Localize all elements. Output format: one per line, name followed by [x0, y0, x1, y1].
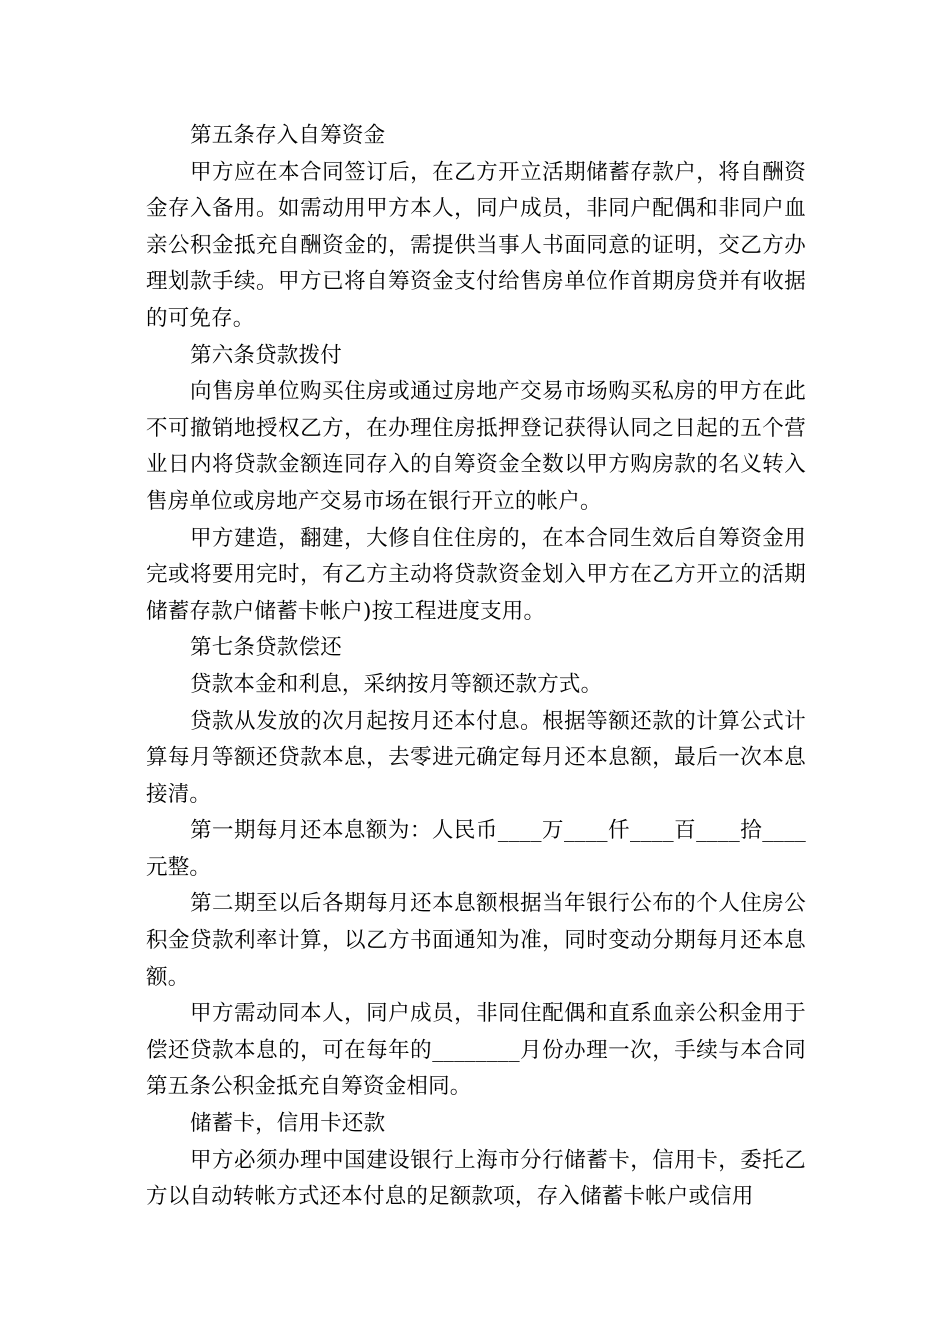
- article-6-paragraph-1: 向售房单位购买住房或通过房地产交易市场购买私房的甲方在此不可撤销地授权乙方，在办理住房抵押登记获得认同之日起的五个营业日内将贷款金额连同存入的自筹资金全数以甲方购房款的名义转入售房单位或房地产交易市场在银行开立的帐户。: [146, 379, 806, 514]
- article-7-heading: 第七条贷款偿还: [190, 635, 342, 661]
- article-6-paragraph-2: 甲方建造，翻建，大修自住住房的，在本合同生效后自筹资金用完或将要用完时，有乙方主动将贷款资金划入甲方在乙方开立的活期储蓄存款户储蓄卡帐户)按工程进度支用。: [146, 525, 806, 624]
- article-5-paragraph: 甲方应在本合同签订后，在乙方开立活期储蓄存款户，将自酬资金存入备用。如需动用甲方本人，同户成员，非同户配偶和非同户血亲公积金抵充自酬资金的，需提供当事人书面同意的证明，交乙方办理划款手续。甲方已将自筹资金支付给售房单位作首期房贷并有收据的可免存。: [146, 159, 806, 331]
- document-body: [146, 118, 806, 1216]
- article-7-later-installments: 第二期至以后各期每月还本息额根据当年银行公布的个人住房公积金贷款利率计算，以乙方书面通知为准，同时变动分期每月还本息额。: [146, 891, 806, 990]
- article-7-paragraph-2: 贷款从发放的次月起按月还本付息。根据等额还款的计算公式计算每月等额还贷款本息，去零进元确定每月还本息额，最后一次本息接清。: [146, 708, 806, 807]
- article-5-heading: 第五条存入自筹资金: [190, 123, 386, 148]
- card-repayment-paragraph: 甲方必须办理中国建设银行上海市分行储蓄卡，信用卡，委托乙方以自动转帐方式还本付息的足额款项，存入储蓄卡帐户或信用: [146, 1147, 806, 1210]
- card-repayment-heading: 储蓄卡，信用卡还款: [190, 1111, 386, 1137]
- article-7-provident-fund: 甲方需动同本人，同户成员，非同住配偶和直系血亲公积金用于偿还贷款本息的，可在每年的________月份办理一次，手续与本合同第五条公积金抵充自筹资金相同。: [146, 1001, 806, 1100]
- article-6-heading: 第六条贷款拨付: [190, 342, 342, 368]
- article-7-first-installment: 第一期每月还本息额为：人民币____万____仟____百____拾____元整。: [146, 818, 806, 880]
- article-7-paragraph-1: 贷款本金和利息，采纳按月等额还款方式。: [190, 671, 603, 697]
